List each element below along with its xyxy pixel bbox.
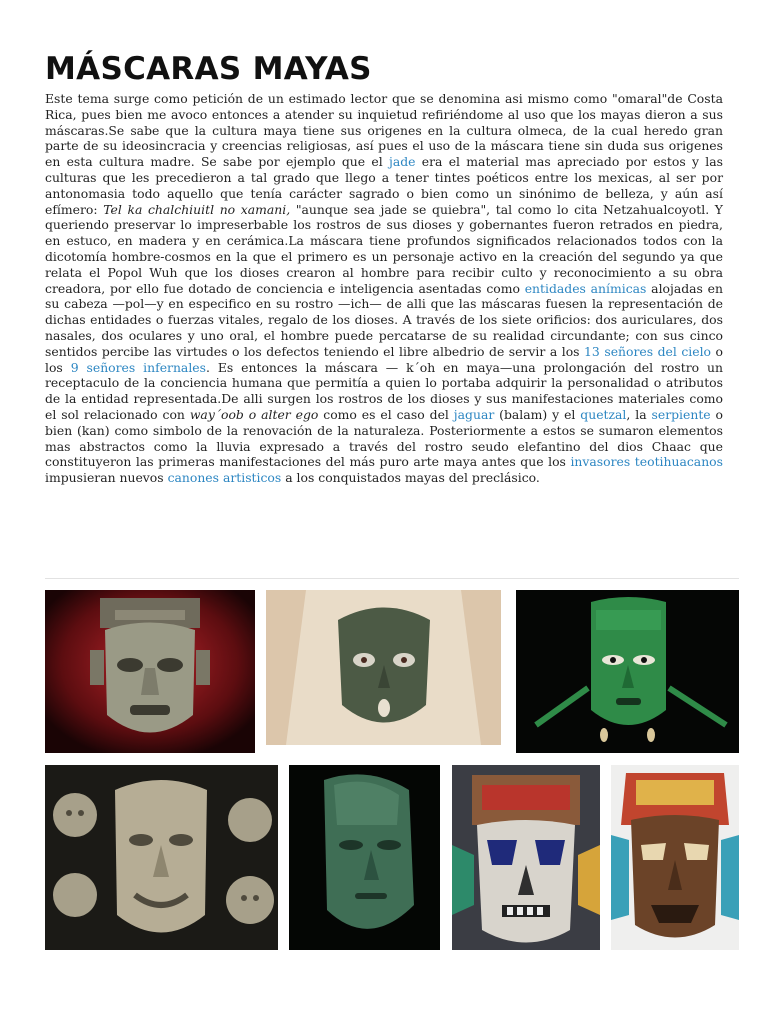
mask-photo-carved-wood — [611, 765, 739, 950]
article-body — [45, 91, 723, 486]
divider — [45, 578, 739, 579]
body-text-4: alojadas en su cabeza —pol—y en especifico en su rostro —ich— de alli que las máscaras fuesen la representación de dichas entidades o fuerzas vitales, regalo de los dioses. A través de los siete orificios: dos auriculares, dos nasales, dos oculares y uno oral, el hombre puede percatarse de su realidad circundante; con sus cinco sentidos percibe las virtudes o los defectos teniendo el libre albedrio de servir a los — [45, 280, 723, 359]
mask-photo-carved-group — [45, 765, 278, 950]
body-text-8: (balam) y el — [494, 406, 581, 422]
body-text-11: impusieran nuevos — [45, 470, 168, 486]
link-invasores-teotihuacanos[interactable]: invasores teotihuacanos — [570, 454, 723, 470]
link-quetzal[interactable]: quetzal — [580, 406, 627, 422]
article — [45, 50, 723, 486]
body-text-6: . Es entonces la máscara — k´oh en maya—una prolongación del rostro un receptaculo de la conciencia humana que permitía a quien lo portaba adquirir la personalidad o atributos de la entidad representada.De alli surgen los rostros de los dioses y sus manifestaciones materiales como el sol relacionado con — [45, 359, 723, 422]
body-text-2: era el material mas apreciado por estos y las culturas que les precedieron a tal grado que llego a tener tintes poéticos entre los mexicas, al ser por antonomasia todo aquello que tenía carácter sagrado o bien como un sinónimo de belleza, y aún así efímero: — [45, 154, 724, 217]
link-entidades-animicas[interactable]: entidades anímicas — [524, 280, 647, 296]
link-canones-artisticos[interactable]: canones artisticos — [167, 470, 282, 486]
body-text-5: o los — [45, 343, 723, 375]
body-text-9: , la — [626, 406, 652, 422]
link-jaguar[interactable]: jaguar — [453, 406, 495, 422]
article-title: MÁSCARAS MAYAS — [45, 51, 372, 87]
body-text-12: a los conquistados mayas del preclásico. — [281, 470, 540, 486]
quote-nahuatl: Tel ka chalchiuitl no xamani, — [103, 201, 291, 217]
link-9-senores-infernales[interactable]: 9 señores infernales — [70, 359, 206, 375]
body-text-3: "aunque sea jade se quiebra", tal como lo cita Netzahualcoyotl. Y queriendo preservar lo impreserbable los rostros de sus dioses y gobernantes fueron retrados en piedra, en estuco, en madera y en cerámica.La máscara tiene profundos significados relacionados todos con la dicotomía hombre-cosmos en la que el primero es un personaje activo en la creación del segundo ya que relata el Popol Wuh que los dioses crearon al hombre para recibir culto y reconocimiento a su obra creadora, por ello fue dotado de conciencia e inteligencia asentadas como — [45, 201, 723, 296]
link-serpiente[interactable]: serpiente — [651, 406, 711, 422]
body-text-10: o bien (kan) como simbolo de la renovación de la naturaleza. Posteriormente a estos se sumaron elementos mas abstractos como la lluvia expresado a través del rostro seudo elefantino del dios Chaac que constituyeron las primeras manifestaciones del más puro arte maya antes que los — [45, 406, 724, 470]
mask-photo-stone-red — [45, 590, 255, 753]
body-text-7: como es el caso del — [318, 406, 454, 422]
mask-photo-green-cream — [266, 590, 501, 745]
mask-photo-jade-black — [516, 590, 739, 753]
mask-photo-jade-face — [289, 765, 440, 950]
link-jade[interactable]: jade — [389, 154, 416, 170]
quote-wayoob: way´oob o alter ego — [189, 406, 319, 422]
mask-photo-painted-colorful — [452, 765, 600, 950]
link-13-senores-del-cielo[interactable]: 13 señores del cielo — [584, 343, 712, 359]
body-text-1: Este tema surge como petición de un estimado lector que se denomina asi mismo como "omaral"de Costa Rica, pues bien me avoco entonces a atender su inquietud refiriéndome al uso que los mayas dieron a sus máscaras.Se sabe que la cultura maya tiene sus origenes en la cultura olmeca, de la cual heredo gran parte de su ideosincracia y creencias religiosas, así pues el uso de la máscara tiene sin duda sus origenes en esta cultura madre. Se sabe por ejemplo que el — [45, 91, 723, 170]
